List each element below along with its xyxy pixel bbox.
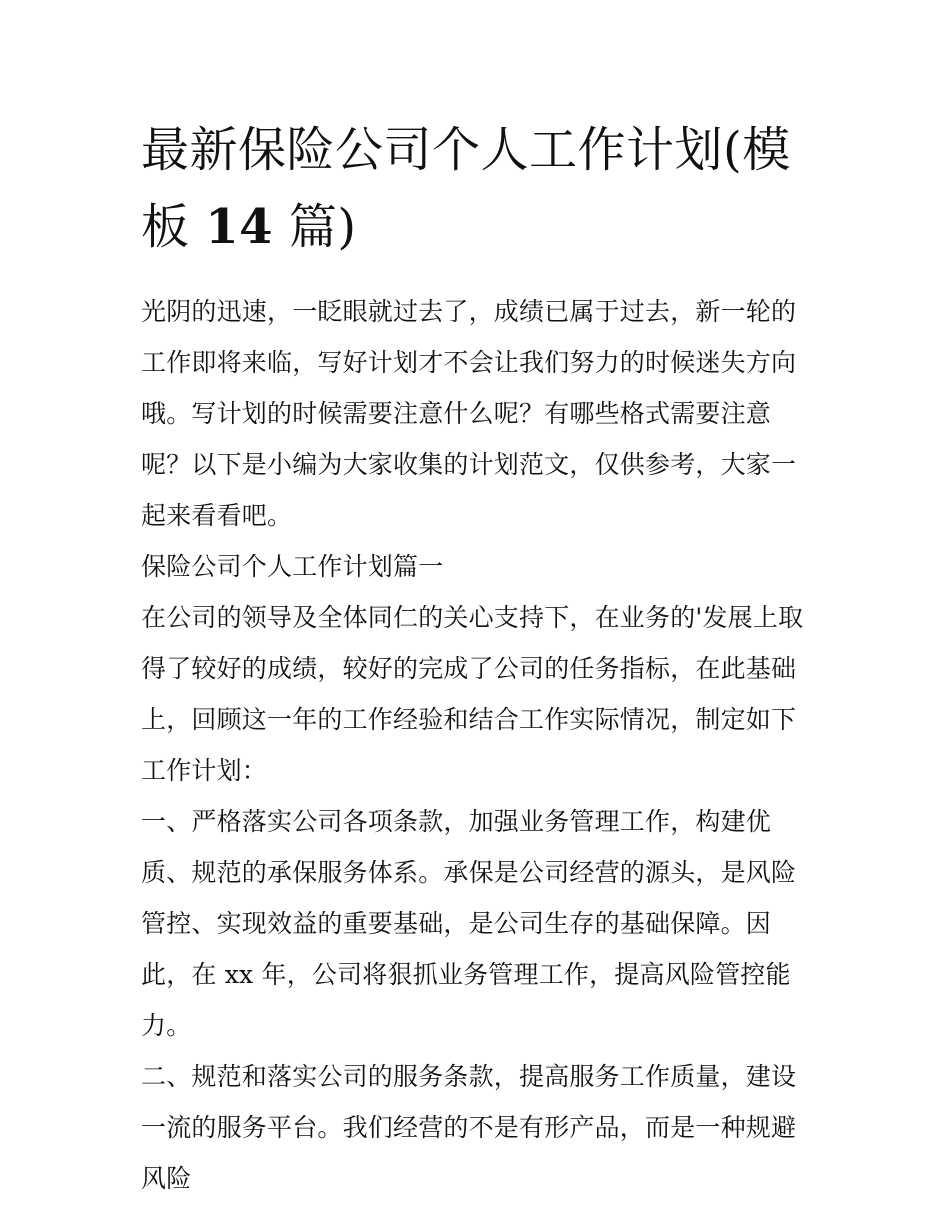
title-line-2-suffix: 篇) (273, 199, 357, 255)
document-body (141, 286, 817, 1204)
body-paragraph-2: 一、严格落实公司各项条款，加强业务管理工作，构建优质、规范的承保服务体系。承保是公司经营的源头，是风险管控、实现效益的重要基础，是公司生存的基础保障。因此，在 xx 年，公司将狠抓业务管理工作，提高风险管控能力。 (141, 807, 797, 1040)
intro-paragraph: 光阴的迅速，一眨眼就过去了，成绩已属于过去，新一轮的工作即将来临，写好计划才不会让我们努力的时候迷失方向哦。写计划的时候需要注意什么呢？有哪些格式需要注意呢？以下是小编为大家收集的计划范文，仅供参考，大家一起来看看吧。 (141, 297, 797, 530)
body-paragraph-1: 在公司的领导及全体同仁的关心支持下，在业务的'发展上取得了较好的成绩，较好的完成了公司的任务指标，在此基础上，回顾这一年的工作经验和结合工作实际情况，制定如下工作计划： (141, 603, 804, 785)
document-title (141, 112, 817, 266)
title-line-2-number: 14 (205, 199, 274, 255)
body-paragraph-3: 二、规范和落实公司的服务条款，提高服务工作质量，建设一流的服务平台。我们经营的不是有形产品，而是一种规避风险 (141, 1062, 797, 1193)
title-line-1: 最新保险公司个人工作计划(模 (141, 122, 791, 178)
section-heading: 保险公司个人工作计划篇一 (141, 552, 444, 581)
document-content (141, 112, 817, 1204)
title-line-2-prefix: 板 (141, 199, 206, 255)
